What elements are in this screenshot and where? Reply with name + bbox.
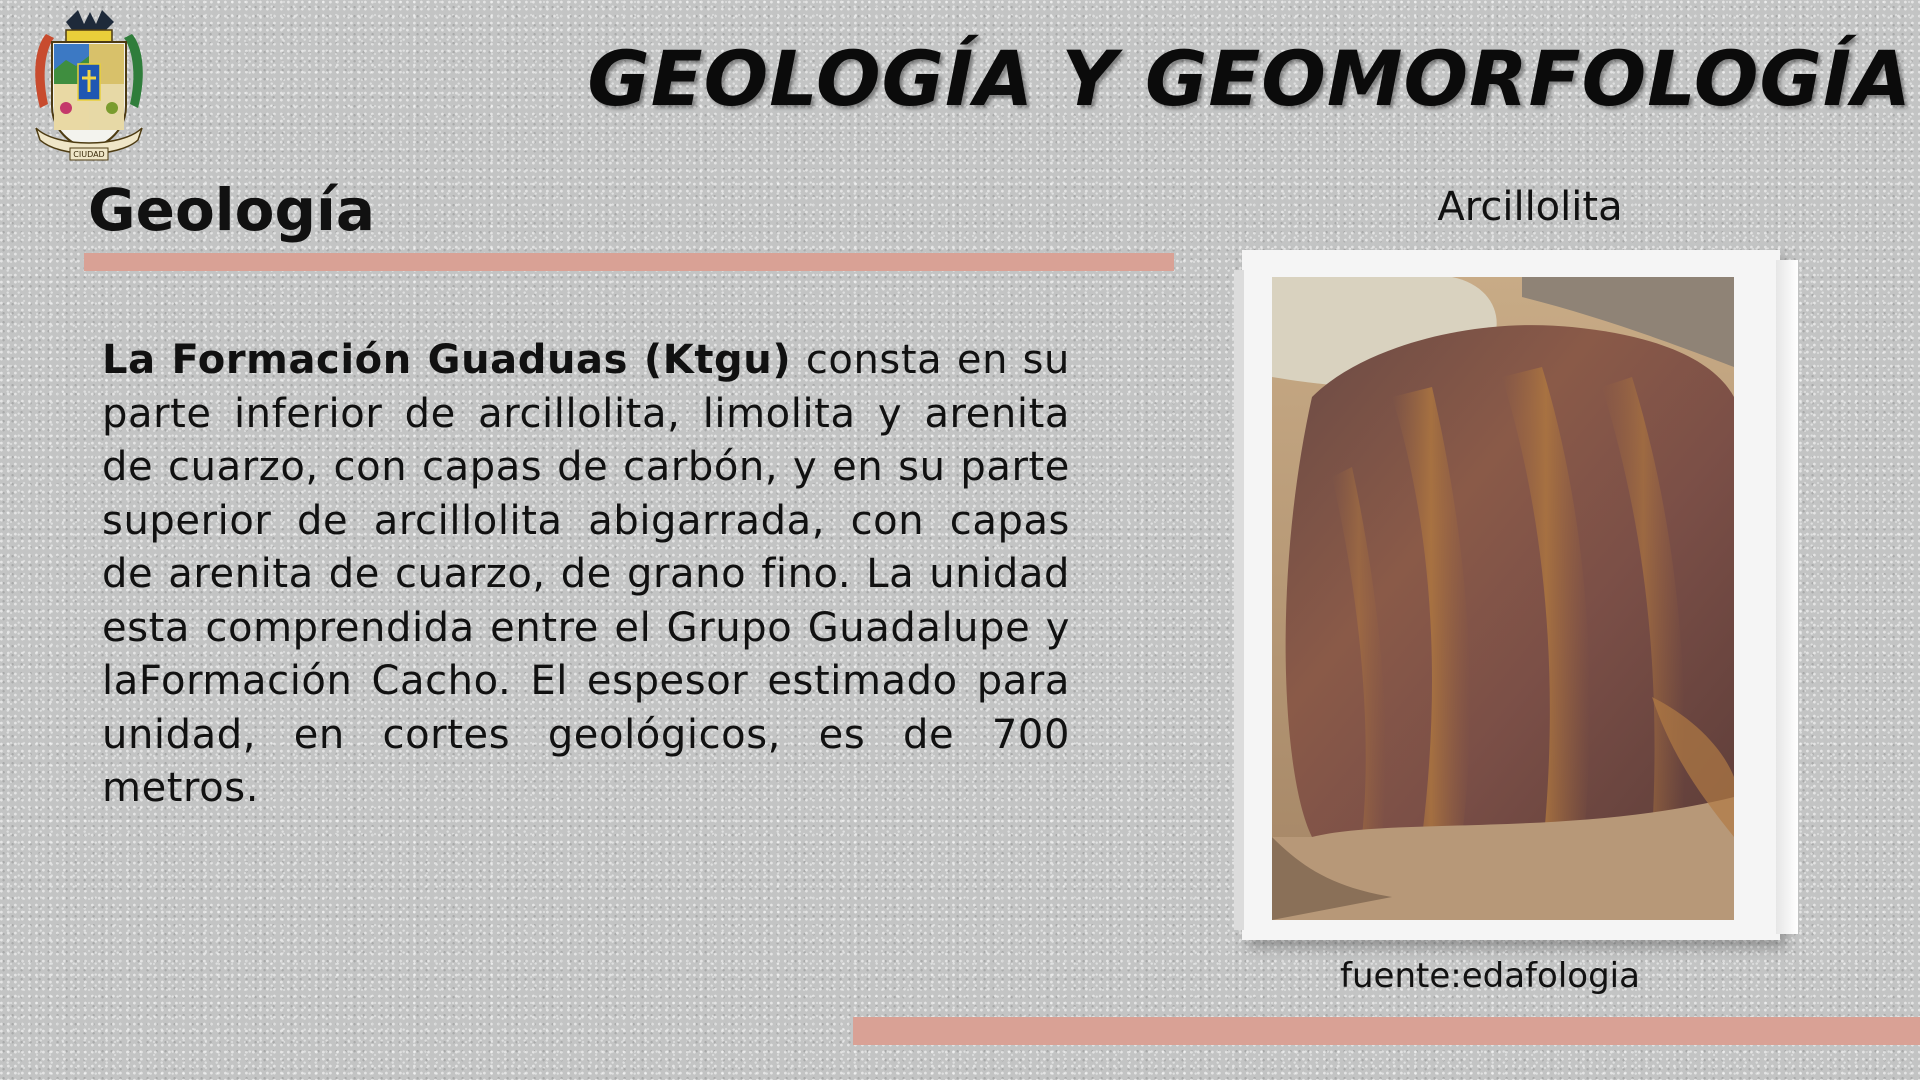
section-heading: Geología (88, 176, 376, 244)
photo-source-credit: fuente:edafologia (1340, 956, 1640, 996)
accent-divider-bottom (853, 1017, 1920, 1045)
body-paragraph-bold-lead: La Formación Guaduas (Ktgu) (102, 337, 792, 383)
photo-frame-edge-right (1776, 260, 1798, 934)
municipal-crest-logo (26, 8, 152, 166)
claystone-rock-photo (1272, 277, 1734, 920)
crest-scroll-text: CIUDAD (73, 150, 105, 159)
photo-frame (1242, 250, 1780, 940)
photo-frame-edge-left (1234, 270, 1244, 930)
accent-divider-top (84, 253, 1174, 271)
body-paragraph-text: consta en su parte inferior de arcillolita, limolita y arenita de cuarzo, con capas de carbón, y en su parte superior de arcillolita abigarrada, con capas de arenita de cuarzo, de grano fino. La unidad esta comprendida entre el Grupo Guadalupe y laFormación Cacho. El espesor estimado para unidad, en cortes geológicos, es de 700 metros. (102, 337, 1070, 811)
photo-caption: Arcillolita (1437, 184, 1623, 230)
body-paragraph (102, 334, 1070, 816)
slide-title: GEOLOGÍA Y GEOMORFOLOGÍA (587, 34, 1912, 123)
